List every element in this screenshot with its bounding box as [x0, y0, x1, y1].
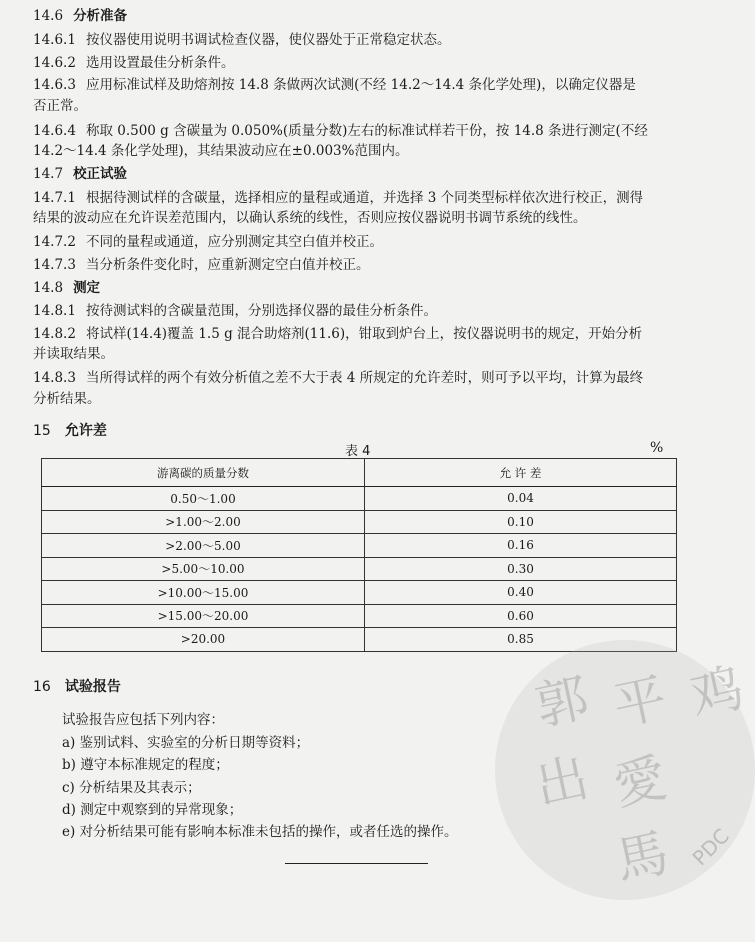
header-tolerance: 允 许 差	[365, 459, 677, 487]
cell-tolerance: 0.30	[365, 557, 677, 581]
cell-tolerance: 0.04	[365, 487, 677, 511]
clause-14-7-2: 14.7.2 不同的量程或通道，应分别测定其空白值并校正。	[33, 234, 383, 250]
clause-14-8-3-cont: 分析结果。	[33, 391, 101, 407]
seal-pdf-mark: PDC	[687, 823, 734, 871]
cell-range: >5.00～10.00	[42, 557, 365, 581]
table-row	[42, 510, 677, 534]
clause-14-6-4-cont: 14.2～14.4 条化学处理)，其结果波动应在±0.003%范围内。	[33, 143, 409, 159]
clause-14-6-4: 14.6.4 称取 0.500 g 含碳量为 0.050%(质量分数)左右的标准试样若干份，按 14.8 条进行测定(不经	[33, 123, 648, 139]
cell-range: >20.00	[42, 628, 365, 652]
watermark-seal	[495, 640, 755, 900]
report-item-b: b) 遵守本标准规定的程度；	[62, 757, 229, 773]
seal-char: 出	[530, 748, 594, 818]
table-header-row	[42, 459, 677, 487]
clause-14-6-2: 14.6.2 选用设置最佳分析条件。	[33, 55, 235, 71]
clause-14-8-3: 14.8.3 当所得试样的两个有效分析值之差不大于表 4 所规定的允许差时，则可予以平均，计算为最终	[33, 370, 644, 386]
table-row	[42, 534, 677, 558]
clause-14-7-1: 14.7.1 根据待测试样的含碳量，选择相应的量程或通道，并选择 3 个同类型标样依次进行校正，测得	[33, 190, 644, 206]
cell-tolerance: 0.85	[365, 628, 677, 652]
cell-tolerance: 0.40	[365, 581, 677, 605]
table-row	[42, 581, 677, 605]
cell-range: 0.50～1.00	[42, 487, 365, 511]
header-carbon-fraction: 游离碳的质量分数	[42, 459, 365, 487]
table-row	[42, 604, 677, 628]
cell-range: >10.00～15.00	[42, 581, 365, 605]
seal-char: 馬	[610, 823, 674, 893]
report-intro: 试验报告应包括下列内容：	[62, 712, 224, 728]
seal-char: 平	[608, 668, 672, 738]
seal-char: 愛	[608, 748, 672, 818]
clause-14-8-2-cont: 并读取结果。	[33, 346, 114, 362]
section-16-heading: 16 试验报告	[33, 679, 121, 695]
clause-14-8-2: 14.8.2 将试样(14.4)覆盖 1.5 g 混合助熔剂(11.6)，钳取到炉台上，按仪器说明书的规定，开始分析	[33, 326, 643, 342]
table-unit: %	[650, 440, 664, 456]
cell-range: >1.00～2.00	[42, 510, 365, 534]
cell-range: >2.00～5.00	[42, 534, 365, 558]
seal-char: 郭	[530, 668, 594, 738]
clause-14-6-1: 14.6.1 按仪器使用说明书调试检查仪器，使仪器处于正常稳定状态。	[33, 32, 451, 48]
clause-14-7-1-cont: 结果的波动应在允许误差范围内，以确认系统的线性，否则应按仪器说明书调节系统的线性。	[33, 210, 587, 226]
table-caption: 表 4	[345, 444, 371, 459]
report-item-c: c) 分析结果及其表示；	[62, 780, 201, 796]
tolerance-table	[41, 458, 677, 652]
clause-14-6-3: 14.6.3 应用标准试样及助熔剂按 14.8 条做两次试测(不经 14.2～14.4 条化学处理)，以确定仪器是	[33, 77, 636, 93]
clause-14-7-3: 14.7.3 当分析条件变化时，应重新测定空白值并校正。	[33, 257, 370, 273]
section-14-6: 14.6 分析准备	[33, 8, 128, 24]
end-rule	[285, 863, 428, 864]
report-item-e: e) 对分析结果可能有影响本标准未包括的操作，或者任选的操作。	[62, 824, 458, 840]
table-row	[42, 557, 677, 581]
cell-range: >15.00～20.00	[42, 604, 365, 628]
section-15-heading: 15 允许差	[33, 423, 107, 439]
section-14-8: 14.8 测定	[33, 280, 101, 296]
report-item-a: a) 鉴别试料、实验室的分析日期等资料；	[62, 735, 310, 751]
report-item-d: d) 测定中观察到的异常现象；	[62, 802, 243, 818]
clause-14-8-1: 14.8.1 按待测试料的含碳量范围，分别选择仪器的最佳分析条件。	[33, 303, 437, 319]
cell-tolerance: 0.16	[365, 534, 677, 558]
clause-14-6-3-cont: 否正常。	[33, 98, 87, 114]
cell-tolerance: 0.10	[365, 510, 677, 534]
cell-tolerance: 0.60	[365, 604, 677, 628]
table-row	[42, 487, 677, 511]
section-14-7: 14.7 校正试验	[33, 166, 128, 182]
seal-char: 鸡	[685, 658, 749, 728]
